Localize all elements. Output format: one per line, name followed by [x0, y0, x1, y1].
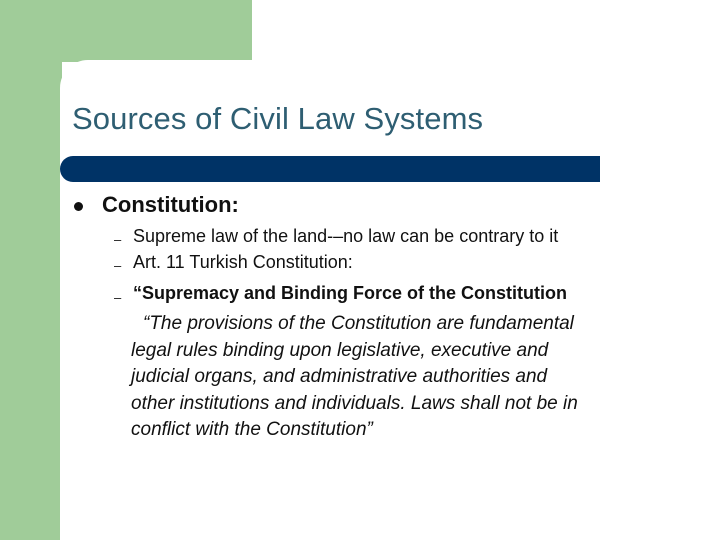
sub-item-3: “Supremacy and Binding Force of the Constitution	[133, 283, 568, 303]
quote-line: legal rules binding upon legislative, executive and	[131, 339, 549, 361]
quote-line: “The provisions of the Constitution are fundamental	[143, 313, 574, 334]
green-accent-left	[0, 0, 62, 540]
slide-title: Sources of Civil Law Systems	[72, 101, 484, 136]
quote-line: other institutions and individuals. Laws shall not be in	[131, 392, 578, 414]
dash-icon: –	[114, 290, 122, 305]
title-underline-bar	[60, 156, 600, 182]
bullet-dot-icon	[74, 202, 83, 211]
constitution-quote	[131, 311, 671, 444]
green-accent-top	[0, 0, 252, 62]
quote-line: judicial organs, and administrative authorities and	[131, 366, 548, 387]
sub-item-1: Supreme law of the land-–no law can be contrary to it	[133, 226, 559, 246]
quote-line: conflict with the Constitution”	[131, 419, 373, 440]
bullet-label: Constitution:	[102, 192, 239, 217]
dash-icon: –	[114, 232, 122, 247]
sub-item-2: Art. 11 Turkish Constitution:	[133, 252, 353, 272]
dash-icon: –	[114, 258, 122, 273]
